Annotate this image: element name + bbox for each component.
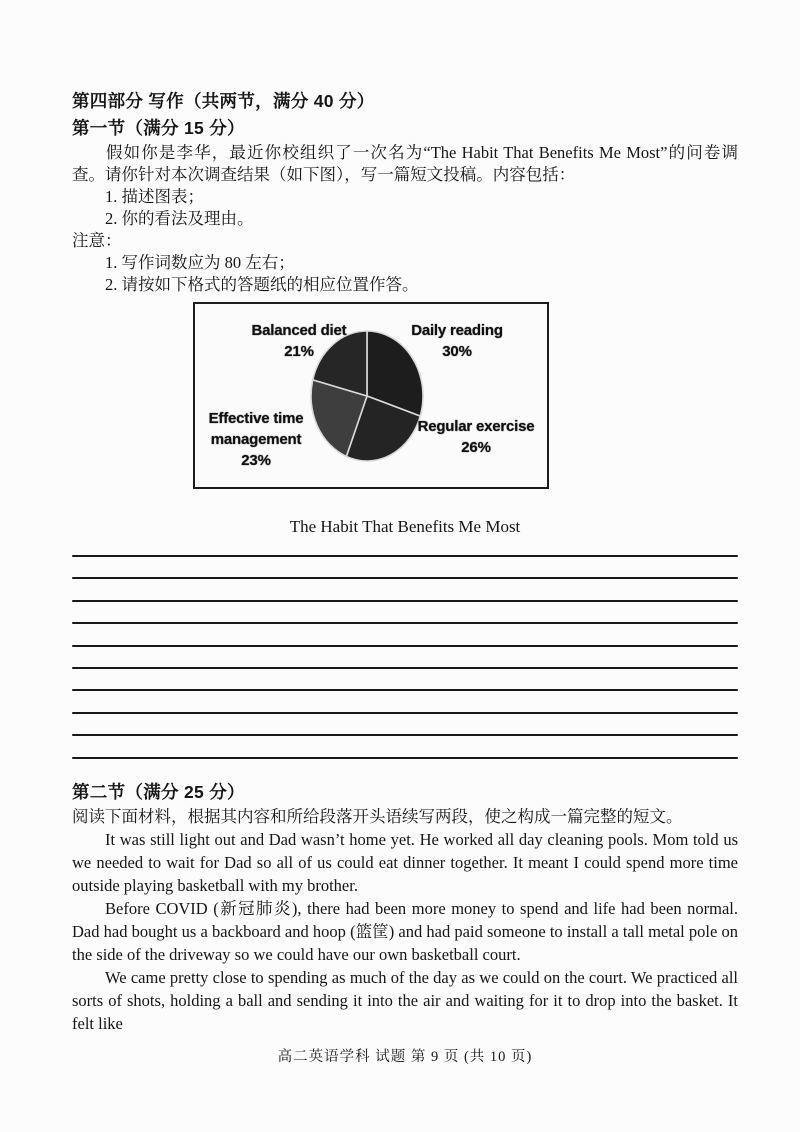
- answer-line: [72, 734, 738, 736]
- section1-point-2: 2. 你的看法及理由。: [105, 209, 254, 228]
- page-footer: 高二英语学科 试题 第 9 页 (共 10 页): [277, 1048, 533, 1065]
- passage-paragraph-2: Before COVID (新冠肺炎), there had been more money to spend and life had been normal. Dad had bought us a backboard and hoop (篮筐) and had paid someone to install a tall metal pole on the side of the driveway so we could have our own basketball court.: [72, 898, 738, 964]
- notice-item-2: 2. 请按如下格式的答题纸的相应位置作答。: [105, 275, 419, 294]
- answer-lines: [72, 555, 738, 759]
- pie-label-regular-exercise: [409, 416, 543, 458]
- notice-label: 注意：: [72, 231, 122, 250]
- pie-label-value: 23%: [241, 452, 271, 469]
- pie-label-text: Balanced diet: [251, 322, 347, 339]
- answer-line: [72, 600, 738, 602]
- answer-line: [72, 622, 738, 624]
- section1-point-1: 1. 描述图表；: [105, 187, 204, 206]
- pie-label-value: 30%: [442, 343, 472, 360]
- answer-line: [72, 645, 738, 647]
- pie-label-balanced-diet: [244, 320, 354, 362]
- answer-line: [72, 757, 738, 759]
- section1-heading: 第一节（满分 15 分）: [72, 118, 245, 138]
- passage-paragraph-1: It was still light out and Dad wasn’t home yet. He worked all day cleaning pools. Mom told us we needed to wait for Dad so all of us could eat dinner together. It meant I could spend more time outside playing basketball with my brother.: [72, 829, 738, 895]
- pie-label-value: 26%: [461, 439, 491, 456]
- pie-label-value: 21%: [284, 343, 314, 360]
- pie-label-text: Regular exercise: [417, 418, 535, 435]
- part4-heading: 第四部分 写作（共两节，满分 40 分）: [72, 91, 375, 111]
- pie-label-text: Daily reading: [411, 322, 503, 339]
- section1-intro: 假如你是李华，最近你校组织了一次名为“The Habit That Benefits Me Most”的问卷调查。请你针对本次调查结果（如下图），写一篇短文投稿。内容包括：: [72, 143, 738, 184]
- pie-chart-figure: [193, 302, 549, 489]
- section2-heading: 第二节（满分 25 分）: [72, 781, 245, 802]
- answer-line: [72, 667, 738, 669]
- answer-line: [72, 577, 738, 579]
- pie-label-text: Effective time management: [208, 410, 304, 448]
- notice-item-1: 1. 写作词数应为 80 左右；: [105, 253, 295, 272]
- pie-label-daily-reading: [402, 320, 512, 362]
- section2-instruction: 阅读下面材料，根据其内容和所给段落开头语续写两段，使之构成一篇完整的短文。: [72, 806, 683, 826]
- answer-line: [72, 555, 738, 557]
- pie-label-time-management: [197, 408, 315, 471]
- passage-paragraph-3: We came pretty close to spending as much of the day as we could on the court. We practiced all sorts of shots, holding a ball and sending it into the air and waiting for it to drop into the basket. It felt like: [72, 967, 738, 1033]
- answer-line: [72, 712, 738, 714]
- chart-title: The Habit That Benefits Me Most: [289, 517, 521, 536]
- answer-line: [72, 689, 738, 691]
